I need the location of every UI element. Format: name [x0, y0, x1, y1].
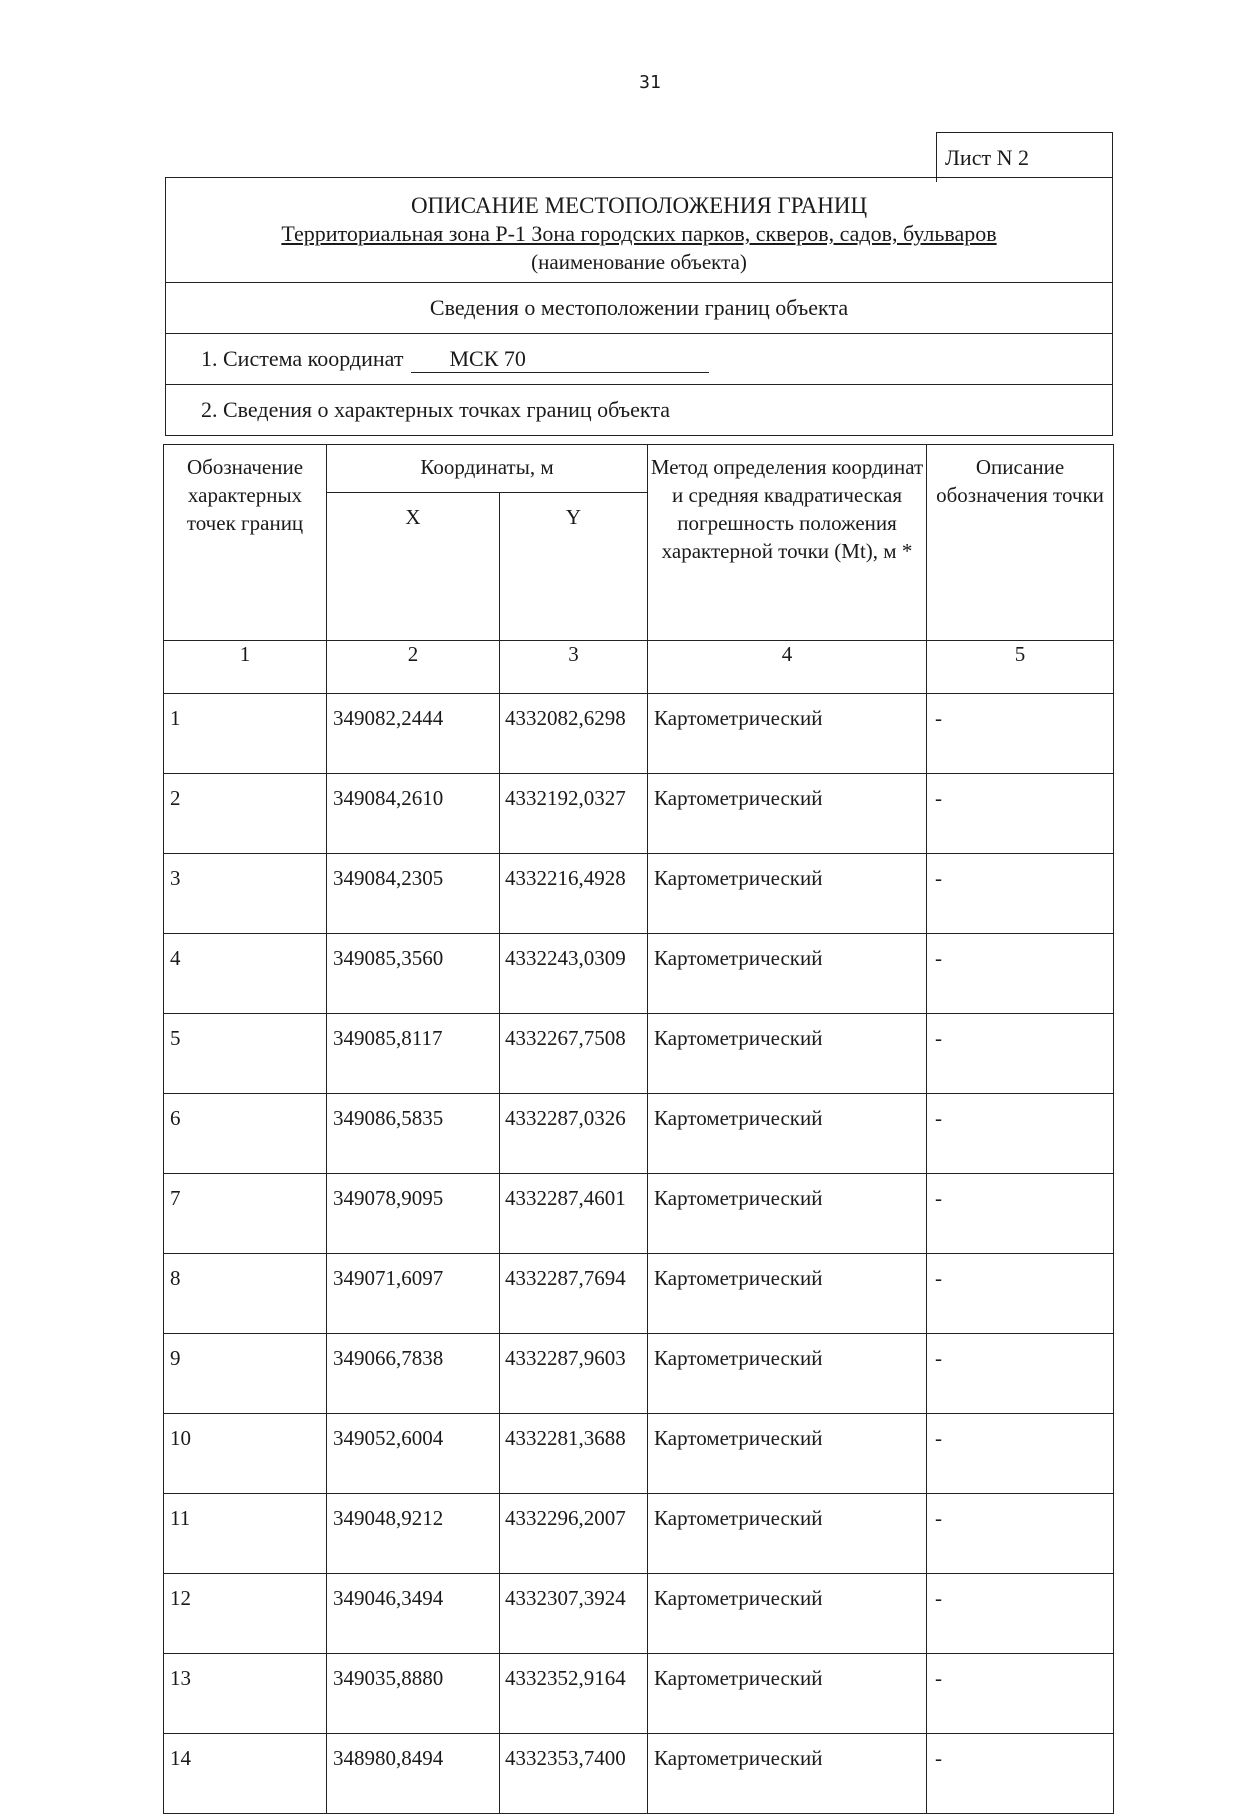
column-number: 1: [164, 641, 327, 694]
point-y: 4332287,4601: [500, 1174, 648, 1254]
point-method: Картометрический: [648, 1174, 927, 1254]
point-number: 1: [164, 694, 327, 774]
column-number: 4: [648, 641, 927, 694]
point-description: -: [927, 854, 1114, 934]
point-x: 349078,9095: [327, 1174, 500, 1254]
point-number: 8: [164, 1254, 327, 1334]
point-x: 349071,6097: [327, 1254, 500, 1334]
point-number: 12: [164, 1574, 327, 1654]
table-row: [164, 934, 1114, 1014]
table-row: [164, 854, 1114, 934]
point-description: -: [927, 1014, 1114, 1094]
boundary-points-table: [163, 444, 1114, 1814]
header-x: X: [327, 493, 500, 641]
point-y: 4332353,7400: [500, 1734, 648, 1814]
point-x: 349035,8880: [327, 1654, 500, 1734]
sheet-label: Лист N 2: [936, 132, 1113, 182]
point-description: -: [927, 1334, 1114, 1414]
document-header: [165, 177, 1113, 436]
table-row: [164, 1654, 1114, 1734]
page-number: 31: [639, 72, 661, 93]
point-number: 14: [164, 1734, 327, 1814]
point-method: Картометрический: [648, 1654, 927, 1734]
point-y: 4332243,0309: [500, 934, 648, 1014]
point-y: 4332267,7508: [500, 1014, 648, 1094]
point-x: 349084,2610: [327, 774, 500, 854]
point-method: Картометрический: [648, 1334, 927, 1414]
point-description: -: [927, 1654, 1114, 1734]
object-name-text: Территориальная зона Р-1 Зона городских парков, скверов, садов, бульваров: [281, 221, 997, 246]
point-number: 13: [164, 1654, 327, 1734]
table-row: [164, 1254, 1114, 1334]
object-name: [166, 220, 1112, 248]
point-number: 11: [164, 1494, 327, 1574]
point-method: Картометрический: [648, 1414, 927, 1494]
point-method: Картометрический: [648, 1494, 927, 1574]
object-name-note: (наименование объекта): [531, 250, 747, 274]
table-row: [164, 1174, 1114, 1254]
point-x: 349086,5835: [327, 1094, 500, 1174]
column-number: 5: [927, 641, 1114, 694]
point-method: Картометрический: [648, 934, 927, 1014]
coordinate-system-row: [166, 333, 1112, 384]
point-method: Картометрический: [648, 1574, 927, 1654]
point-method: Картометрический: [648, 1014, 927, 1094]
point-number: 3: [164, 854, 327, 934]
point-number: 10: [164, 1414, 327, 1494]
header-point-designation: Обозначение характерных точек границ: [164, 445, 327, 641]
point-x: 349085,3560: [327, 934, 500, 1014]
coordinate-system-label: 1. Система координат: [201, 346, 404, 371]
point-description: -: [927, 1494, 1114, 1574]
header-description: Описание обозначения точки: [927, 445, 1114, 641]
point-y: 4332352,9164: [500, 1654, 648, 1734]
point-y: 4332281,3688: [500, 1414, 648, 1494]
document-title: ОПИСАНИЕ МЕСТОПОЛОЖЕНИЯ ГРАНИЦ: [410, 193, 868, 218]
table-row: [164, 694, 1114, 774]
point-x: 348980,8494: [327, 1734, 500, 1814]
point-y: 4332082,6298: [500, 694, 648, 774]
point-description: -: [927, 1574, 1114, 1654]
points-section-title: 2. Сведения о характерных точках границ объекта: [166, 384, 1112, 435]
point-y: 4332296,2007: [500, 1494, 648, 1574]
point-y: 4332192,0327: [500, 774, 648, 854]
column-number: 2: [327, 641, 500, 694]
point-number: 9: [164, 1334, 327, 1414]
point-y: 4332307,3924: [500, 1574, 648, 1654]
point-number: 7: [164, 1174, 327, 1254]
point-number: 5: [164, 1014, 327, 1094]
table-row: [164, 1734, 1114, 1814]
point-description: -: [927, 1414, 1114, 1494]
point-x: 349082,2444: [327, 694, 500, 774]
table-row: [164, 1014, 1114, 1094]
column-numbers-row: [164, 641, 1114, 694]
point-description: -: [927, 934, 1114, 1014]
point-y: 4332287,9603: [500, 1334, 648, 1414]
point-description: -: [927, 694, 1114, 774]
point-y: 4332216,4928: [500, 854, 648, 934]
coordinate-system-value: МСК 70: [411, 346, 709, 373]
point-description: -: [927, 1254, 1114, 1334]
point-x: 349085,8117: [327, 1014, 500, 1094]
point-method: Картометрический: [648, 694, 927, 774]
table-row: [164, 1574, 1114, 1654]
point-method: Картометрический: [648, 774, 927, 854]
point-y: 4332287,0326: [500, 1094, 648, 1174]
point-method: Картометрический: [648, 854, 927, 934]
section-title: Сведения о местоположении границ объекта: [166, 282, 1112, 333]
point-x: 349046,3494: [327, 1574, 500, 1654]
point-number: 2: [164, 774, 327, 854]
point-number: 4: [164, 934, 327, 1014]
point-method: Картометрический: [648, 1254, 927, 1334]
point-x: 349066,7838: [327, 1334, 500, 1414]
point-x: 349048,9212: [327, 1494, 500, 1574]
point-x: 349084,2305: [327, 854, 500, 934]
point-x: 349052,6004: [327, 1414, 500, 1494]
point-description: -: [927, 1174, 1114, 1254]
point-description: -: [927, 1094, 1114, 1174]
point-method: Картометрический: [648, 1734, 927, 1814]
point-description: -: [927, 774, 1114, 854]
table-row: [164, 1334, 1114, 1414]
table-row: [164, 1094, 1114, 1174]
point-number: 6: [164, 1094, 327, 1174]
header-y: Y: [500, 493, 648, 641]
point-description: -: [927, 1734, 1114, 1814]
table-row: [164, 774, 1114, 854]
point-method: Картометрический: [648, 1094, 927, 1174]
table-row: [164, 1414, 1114, 1494]
header-method: Метод определения координат и средняя квадратическая погрешность положения характерной точки (Mt), м *: [648, 445, 927, 641]
point-y: 4332287,7694: [500, 1254, 648, 1334]
column-number: 3: [500, 641, 648, 694]
table-row: [164, 1494, 1114, 1574]
header-coordinates: Координаты, м: [327, 445, 648, 493]
